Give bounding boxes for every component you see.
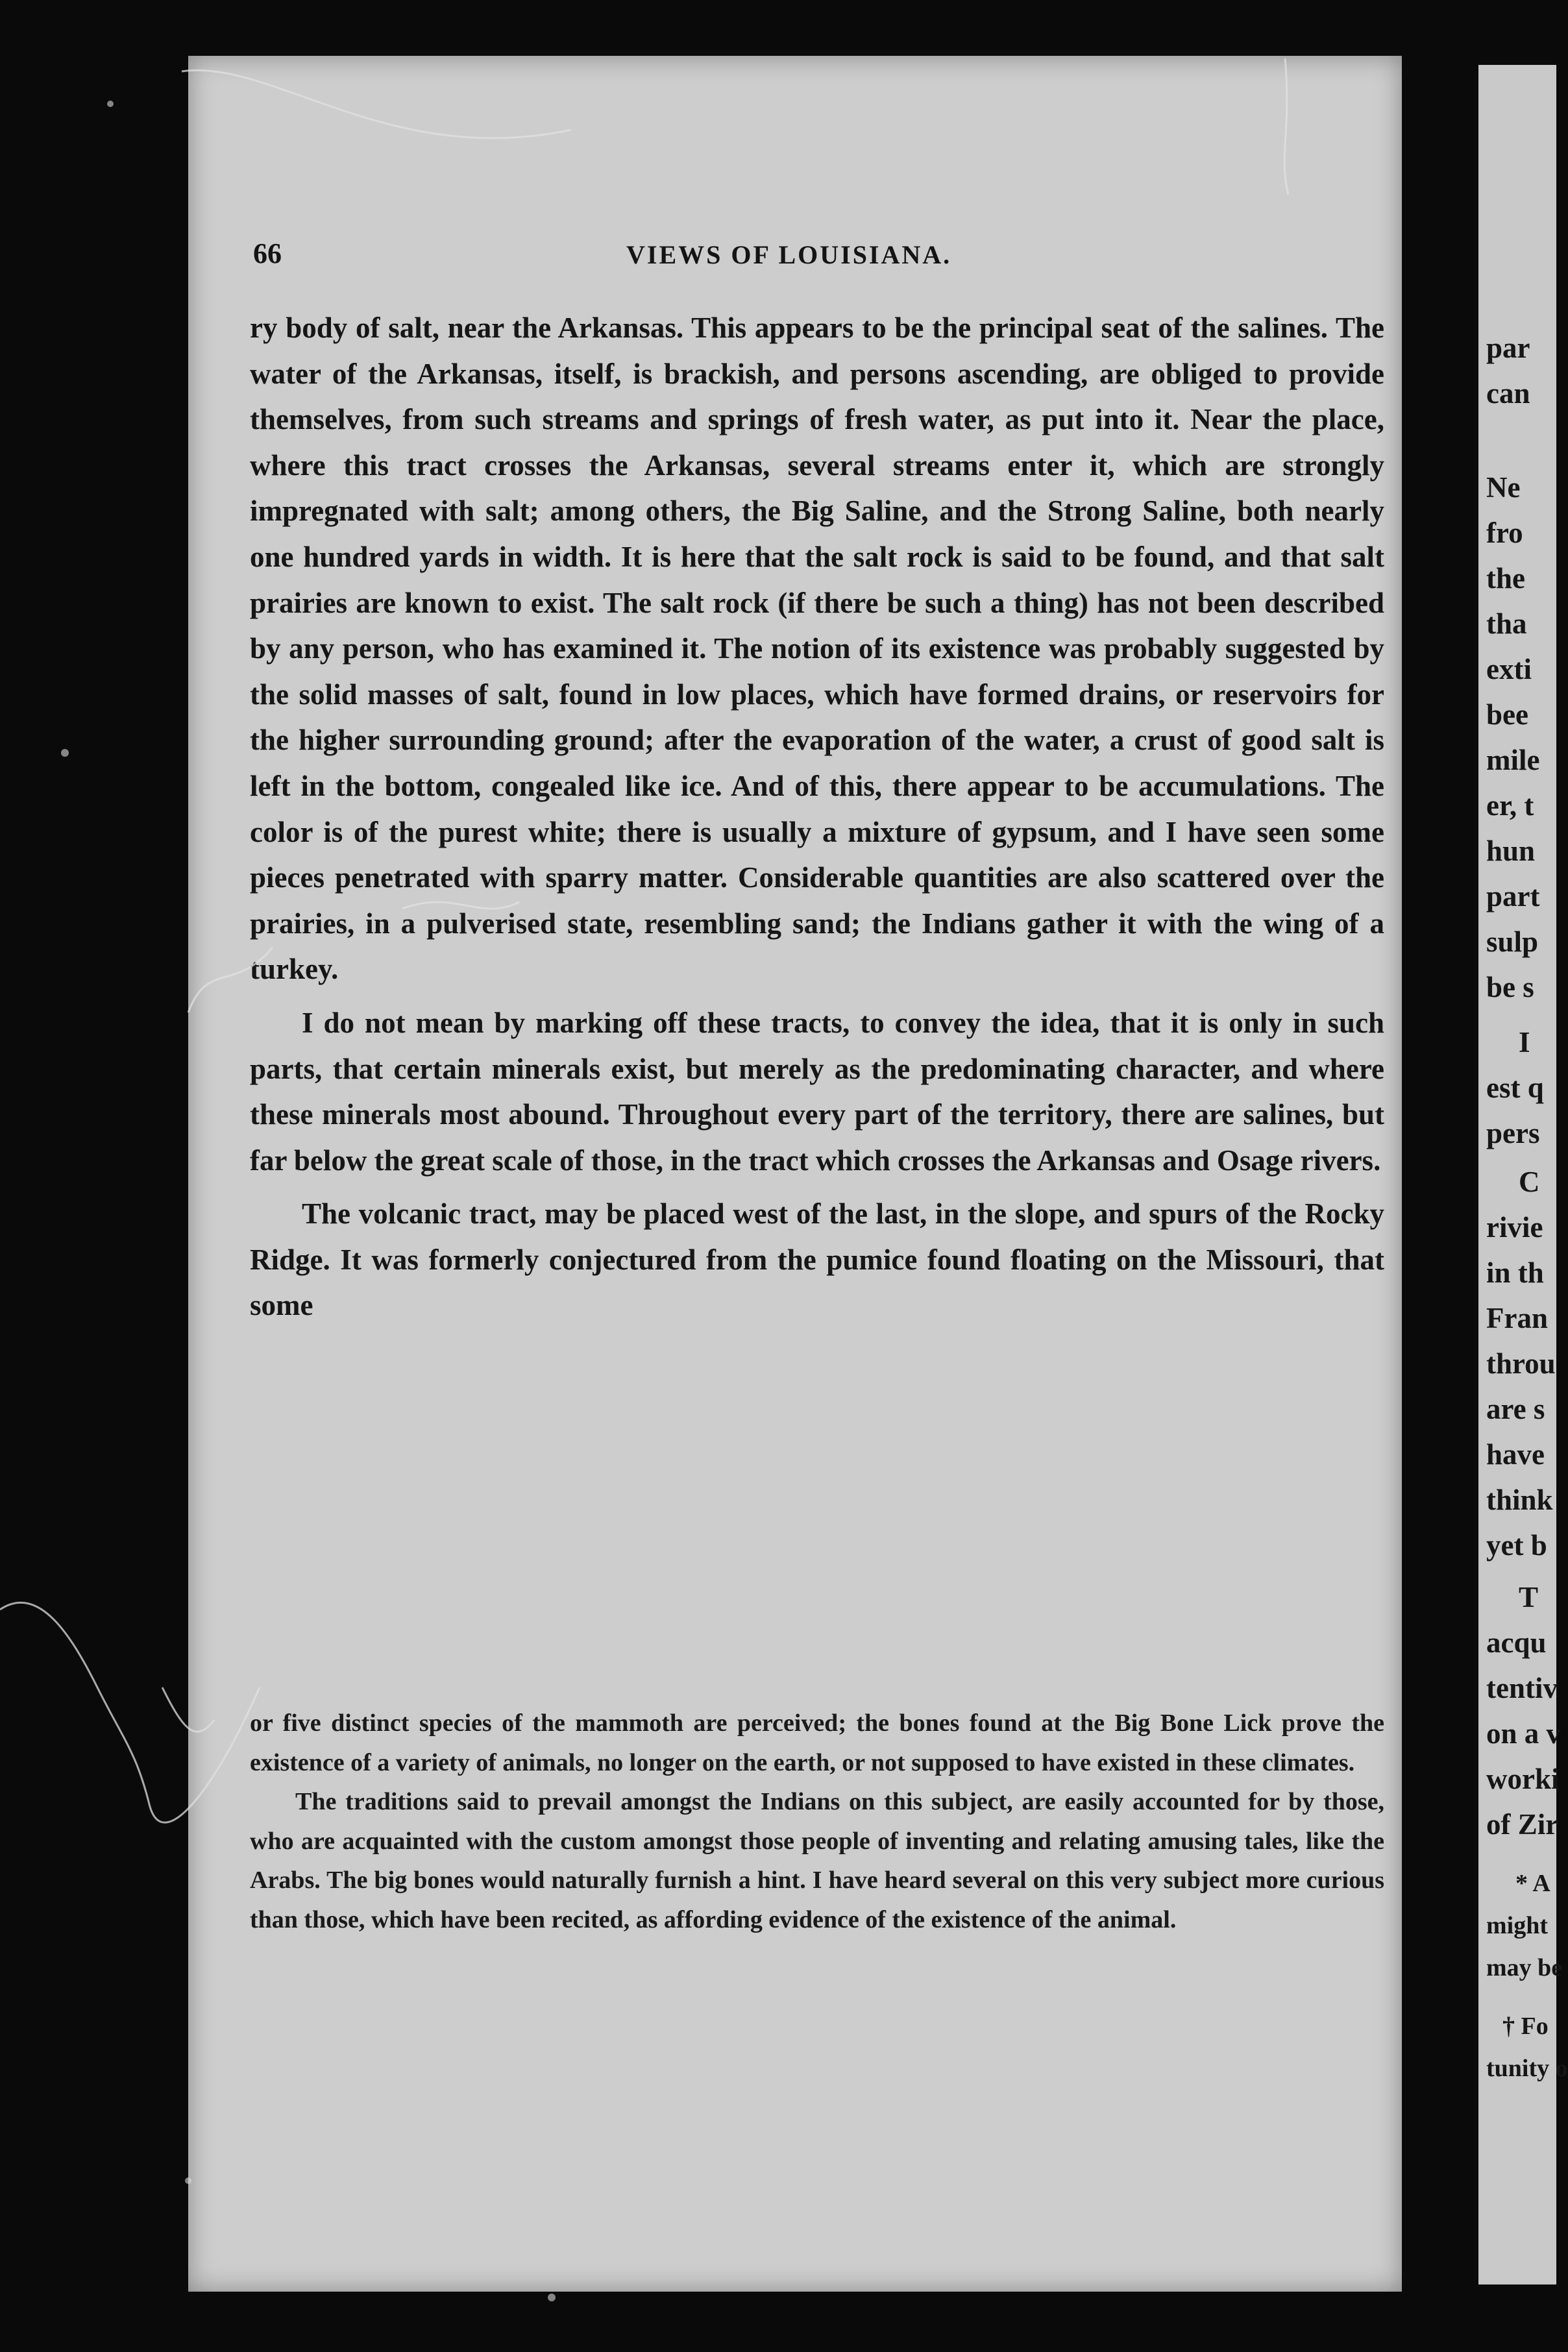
body-paragraph: I do not mean by marking off these tracts, to convey the idea, that it is only in such parts, that certain minerals exist, but merely as the predominating character, and where these minerals most abound. Throughout every part of the territory, there are salines, but far below the great scale of those, in the tract which crosses the Arkansas and Osage rivers. bbox=[250, 1006, 1384, 1177]
right-fragment: fro bbox=[1486, 517, 1523, 549]
right-fragment: acqu bbox=[1486, 1626, 1547, 1659]
right-fragment: mile bbox=[1486, 744, 1540, 776]
right-fragment: sulp bbox=[1486, 925, 1539, 958]
right-fragment: bee bbox=[1486, 698, 1528, 731]
right-fragment: rivie bbox=[1486, 1211, 1543, 1243]
right-fragment: est q bbox=[1486, 1072, 1544, 1104]
right-fragment: be s bbox=[1486, 971, 1534, 1003]
right-fragment: are s bbox=[1486, 1393, 1545, 1425]
footnote-paragraph: The traditions said to prevail amongst the Indians on this subject, are easily accounted for by those, who are acquainted with the custom amongst those people of inventing and relating amusing tales, like the Arabs. The big bones would naturally furnish a hint. I have heard several on this very subject more curious than those, which have been recited, as affording evidence of the existence of the animal. bbox=[250, 1788, 1384, 1933]
right-fragment: Fran bbox=[1486, 1302, 1548, 1334]
body-text bbox=[250, 305, 1384, 1329]
right-fragment: yet b bbox=[1486, 1529, 1547, 1562]
right-page-fragments bbox=[1486, 0, 1568, 2352]
right-fragment: er, t bbox=[1486, 789, 1534, 822]
page-number: 66 bbox=[253, 238, 282, 269]
footnote-text bbox=[250, 1704, 1384, 1939]
right-fragment: par bbox=[1486, 332, 1530, 364]
right-fragment: part bbox=[1486, 880, 1540, 913]
dust-speck bbox=[107, 101, 114, 107]
right-fragment: exti bbox=[1486, 653, 1532, 685]
right-fragment: I bbox=[1519, 1026, 1530, 1059]
body-paragraph: The volcanic tract, may be placed west of the last, in the slope, and spurs of the Rocky Ridge. It was formerly conjectured from the pumice found floating on the Missouri, that some bbox=[250, 1197, 1384, 1322]
right-fragment: might bbox=[1486, 1912, 1548, 1939]
dust-speck bbox=[548, 2294, 556, 2301]
body-paragraph: ry body of salt, near the Arkansas. This appears to be the principal seat of the salines. The water of the Arkansas, itself, is brackish, and persons ascending, are obliged to provide themselves, from such streams and springs of fresh water, as put into it. Near the place, where this tract crosses the Arkansas, several streams enter it, which are strongly impregnated with salt; among others, the Big Saline, and the Strong Saline, both nearly one hundred yards in width. It is here that the salt rock is said to be found, and that salt prairies are known to exist. The salt rock (if there be such a thing) has not been described by any person, who has examined it. The notion of its existence was probably suggested by the solid masses of salt, found in low places, which have formed drains, or reservoirs for the higher surrounding ground; after the evaporation of the water, a crust of good salt is left in the bottom, congealed like ice. And of this, there appear to be accumulations. The color is of the purest white; there is usually a mixture of gypsum, and I have seen some pieces penetrated with sparry matter. Considerable quantities are also scattered over the prairies, in a pulverised state, resembling sand; the Indians gather it with the wing of a turkey. bbox=[250, 312, 1384, 986]
right-fragment: † Fo bbox=[1502, 2013, 1549, 2040]
right-fragment: Ne bbox=[1486, 471, 1521, 504]
right-fragment: on a v bbox=[1486, 1717, 1562, 1750]
running-title: VIEWS OF LOUISIANA. bbox=[626, 240, 952, 269]
right-fragment: tentiv bbox=[1486, 1672, 1558, 1704]
right-fragment: * A bbox=[1515, 1870, 1550, 1897]
right-fragment: pers bbox=[1486, 1117, 1540, 1149]
right-fragment: tha bbox=[1486, 607, 1527, 640]
right-fragment: can bbox=[1486, 377, 1530, 410]
right-fragment: the bbox=[1486, 562, 1525, 594]
right-fragment: throu bbox=[1486, 1347, 1556, 1380]
right-fragment: hun bbox=[1486, 835, 1536, 867]
footnote-paragraph: or five distinct species of the mammoth are perceived; the bones found at the Big Bone Lick prove the existence of a variety of animals, no longer on the earth, or not supposed to have existed in these climates. bbox=[250, 1709, 1384, 1776]
dust-speck bbox=[61, 749, 69, 757]
running-head bbox=[253, 237, 1386, 282]
right-fragment: worki bbox=[1486, 1763, 1560, 1795]
right-fragment: of Zir bbox=[1486, 1808, 1559, 1841]
right-fragment: C bbox=[1519, 1166, 1540, 1198]
right-fragment: may be bbox=[1486, 1954, 1563, 1981]
right-fragment: have bbox=[1486, 1438, 1545, 1471]
right-fragment: T bbox=[1519, 1581, 1539, 1613]
right-fragment: tunity o bbox=[1486, 2055, 1568, 2082]
right-fragment: think bbox=[1486, 1484, 1553, 1516]
right-fragment: in th bbox=[1486, 1256, 1544, 1289]
